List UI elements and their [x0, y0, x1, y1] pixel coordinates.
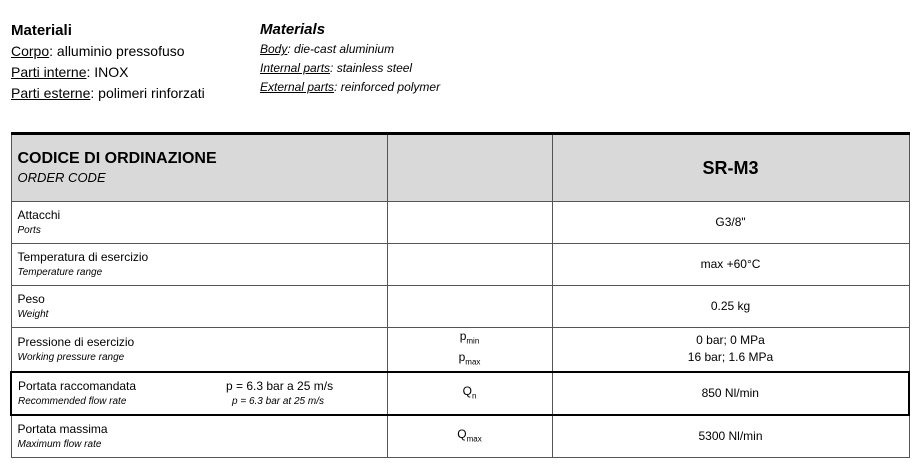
row-label-it: Pressione di esercizio — [17, 334, 135, 349]
row-label-cell — [11, 328, 387, 372]
row-value: G3/8" — [552, 202, 909, 244]
pressure-max-value: 16 bar; 1.6 MPa — [687, 350, 774, 365]
material-value: : polimeri rinforzati — [90, 85, 205, 101]
materials-title-it: Materiali — [11, 22, 72, 39]
table-row — [11, 286, 909, 328]
row-label-it: Peso — [17, 292, 45, 306]
material-label: Parti esterne — [11, 85, 91, 101]
row-value: max +60°C — [552, 244, 909, 286]
row-label-it: Attacchi — [17, 208, 61, 222]
row-label-en: Temperature range — [17, 267, 103, 278]
order-code-cell — [11, 134, 387, 202]
flow-condition-en: p = 6.3 bar at 25 m/s — [232, 395, 324, 407]
row-label-cell — [11, 202, 387, 244]
row-symbol-cell — [387, 202, 552, 244]
table-row — [11, 415, 909, 458]
table-row — [11, 372, 909, 415]
flow-condition-it: p = 6.3 bar a 25 m/s — [226, 378, 334, 393]
pressure-min-value: 0 bar; 0 MPa — [696, 333, 765, 348]
material-value: : die-cast aluminium — [287, 42, 395, 56]
table-row — [11, 202, 909, 244]
pressure-min-symbol: $p_{min}$ — [459, 329, 480, 346]
row-symbol-cell — [387, 372, 552, 415]
row-label-cell — [11, 286, 387, 328]
material-value: : reinforced polymer — [334, 80, 441, 94]
order-code-title-en: ORDER CODE — [17, 170, 106, 185]
row-label-cell — [11, 415, 387, 458]
row-symbol-cell — [387, 328, 552, 372]
material-label: Parti interne — [11, 64, 87, 80]
row-symbol-cell — [387, 415, 552, 458]
row-label-en: Recommended flow rate — [18, 395, 127, 407]
materials-title-en: Materials — [260, 21, 326, 38]
header-empty-cell — [387, 134, 552, 202]
material-value: : stainless steel — [330, 61, 413, 75]
row-label-en: Weight — [17, 309, 49, 320]
flow-nominal-symbol: $Q_n$ — [462, 383, 477, 400]
material-label: Corpo — [11, 43, 50, 59]
material-item — [260, 78, 440, 97]
model-code: SR-M3 — [552, 134, 909, 202]
row-value: 5300 Nl/min — [552, 415, 909, 458]
material-item — [11, 83, 205, 104]
flow-max-symbol: $Q_{max}$ — [457, 426, 482, 443]
table-header-row — [11, 134, 909, 202]
material-label: Body — [260, 42, 288, 56]
row-label-it: Portata raccomandata — [18, 378, 137, 393]
row-label-it: Portata massima — [17, 421, 108, 436]
pressure-max-symbol: $p_{max}$ — [458, 350, 481, 367]
material-value: : alluminio pressofuso — [49, 43, 185, 59]
row-label-en: Working pressure range — [17, 351, 125, 363]
materials-english — [260, 20, 440, 97]
material-label: External parts — [260, 80, 335, 94]
spec-table — [10, 132, 908, 458]
material-item — [260, 40, 440, 59]
row-value: 850 Nl/min — [552, 372, 909, 415]
row-symbol-cell — [387, 244, 552, 286]
material-item — [11, 41, 205, 62]
material-item — [11, 62, 205, 83]
material-label: Internal parts — [260, 61, 331, 75]
order-code-title-it: CODICE DI ORDINAZIONE — [17, 150, 217, 167]
material-value: : INOX — [86, 64, 129, 80]
material-item — [260, 59, 440, 78]
row-label-cell — [11, 372, 387, 415]
row-label-cell — [11, 244, 387, 286]
row-symbol-cell — [387, 286, 552, 328]
row-label-en: Ports — [17, 225, 41, 236]
row-label-en: Maximum flow rate — [17, 438, 102, 450]
table-row — [11, 244, 909, 286]
row-label-it: Temperatura di esercizio — [17, 250, 149, 264]
row-value: 0.25 kg — [552, 286, 909, 328]
table-row — [11, 328, 909, 372]
row-value-cell — [552, 328, 909, 372]
materials-italian — [11, 20, 205, 104]
